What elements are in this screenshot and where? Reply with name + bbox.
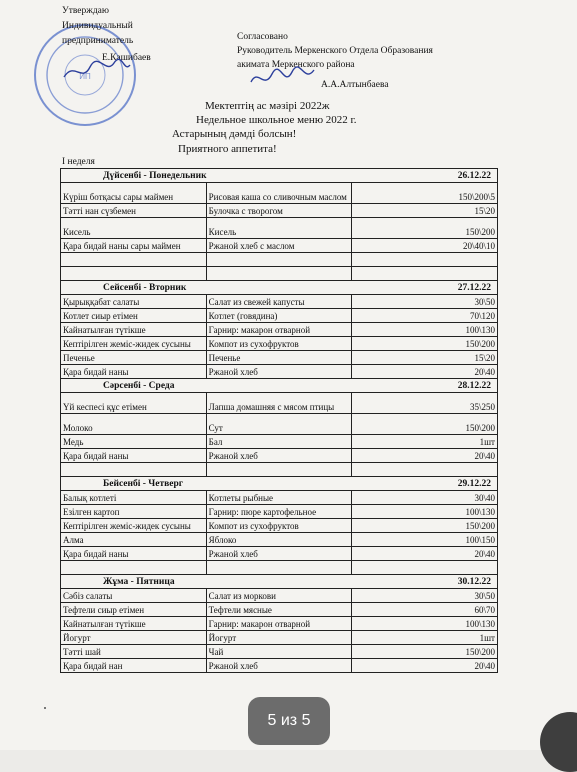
day-header-row — [61, 575, 498, 589]
menu-item-row — [61, 463, 498, 477]
portion — [352, 253, 498, 267]
portion: 15\20 — [352, 351, 498, 365]
portion: 20\40 — [352, 659, 498, 673]
dish-ru: Гарнир: макарон отварной — [206, 617, 352, 631]
dish-ru: Лапша домашняя с мясом птицы — [206, 393, 352, 414]
dish-ru: Салат из моркови — [206, 589, 352, 603]
right-signature — [248, 64, 318, 92]
dish-ru: Салат из свежей капусты — [206, 295, 352, 309]
dish-kz: Йогурт — [61, 631, 207, 645]
menu-item-row — [61, 183, 498, 204]
day-date: 27.12.22 — [457, 283, 491, 293]
dish-kz: Тефтели сиыр етімен — [61, 603, 207, 617]
dish-ru: Ржаной хлеб — [206, 449, 352, 463]
portion: 150\200\5 — [352, 183, 498, 204]
menu-item-row — [61, 631, 498, 645]
menu-item-row — [61, 645, 498, 659]
floating-action-button[interactable] — [540, 712, 577, 772]
header-right-line3: акимата Меркенского района — [237, 60, 355, 70]
menu-item-row — [61, 589, 498, 603]
portion: 150\200 — [352, 414, 498, 435]
portion: 15\20 — [352, 204, 498, 218]
dish-kz: Кайнатылған түтікше — [61, 323, 207, 337]
day-header-row — [61, 169, 498, 183]
dish-kz: Қара бидай наны сары маймен — [61, 239, 207, 253]
portion — [352, 561, 498, 575]
dish-kz — [61, 561, 207, 575]
portion: 20\40 — [352, 449, 498, 463]
portion: 100\150 — [352, 533, 498, 547]
menu-item-row — [61, 239, 498, 253]
dish-ru: Гарнир: макарон отварной — [206, 323, 352, 337]
dish-ru: Рисовая каша со сливочным маслом — [206, 183, 352, 204]
dish-ru: Тефтели мясные — [206, 603, 352, 617]
dish-ru: Компот из сухофруктов — [206, 337, 352, 351]
portion: 30\50 — [352, 589, 498, 603]
dish-kz: Печенье — [61, 351, 207, 365]
day-name: Жұма - Пятница — [103, 577, 175, 587]
portion: 100\130 — [352, 323, 498, 337]
dish-ru — [206, 561, 352, 575]
portion: 70\120 — [352, 309, 498, 323]
day-date: 26.12.22 — [457, 171, 491, 181]
menu-item-row — [61, 533, 498, 547]
dish-kz — [61, 253, 207, 267]
menu-item-row — [61, 351, 498, 365]
day-name: Дүйсенбі - Понедельник — [103, 171, 207, 181]
dish-ru: Гарнир: пюре картофельное — [206, 505, 352, 519]
menu-item-row — [61, 547, 498, 561]
dish-kz: Үй кеспесі құс етімен — [61, 393, 207, 414]
portion — [352, 463, 498, 477]
portion: 60\70 — [352, 603, 498, 617]
header-right-line2: Руководитель Меркенского Отдела Образования — [237, 46, 433, 56]
dish-ru: Кисель — [206, 218, 352, 239]
dish-ru: Сут — [206, 414, 352, 435]
portion: 1шт — [352, 435, 498, 449]
dish-ru: Ржаной хлеб — [206, 659, 352, 673]
day-name: Сейсенбі - Вторник — [103, 283, 187, 293]
dish-ru: Котлет (говядина) — [206, 309, 352, 323]
portion: 1шт — [352, 631, 498, 645]
dish-kz: Тәтті нан сүзбемен — [61, 204, 207, 218]
dish-kz: Қара бидай наны — [61, 365, 207, 379]
dish-kz — [61, 267, 207, 281]
menu-item-row — [61, 603, 498, 617]
menu-item-row — [61, 295, 498, 309]
week-label: I неделя — [62, 157, 95, 167]
dish-kz: Сәбіз салаты — [61, 589, 207, 603]
day-header-row — [61, 379, 498, 393]
day-name: Сәрсенбі - Среда — [103, 381, 175, 391]
menu-item-row — [61, 337, 498, 351]
portion: 100\130 — [352, 617, 498, 631]
menu-table — [60, 168, 498, 673]
dish-ru — [206, 463, 352, 477]
day-date: 28.12.22 — [457, 381, 491, 391]
dish-ru — [206, 267, 352, 281]
scan-speck — [44, 707, 46, 709]
portion: 20\40 — [352, 547, 498, 561]
menu-item-row — [61, 414, 498, 435]
dish-ru: Яблоко — [206, 533, 352, 547]
header-right-line1: Согласовано — [237, 32, 288, 42]
portion: 150\200 — [352, 337, 498, 351]
dish-kz: Тәтті шай — [61, 645, 207, 659]
portion: 35\250 — [352, 393, 498, 414]
dish-kz: Молоко — [61, 414, 207, 435]
menu-item-row — [61, 267, 498, 281]
dish-ru: Чай — [206, 645, 352, 659]
menu-item-row — [61, 491, 498, 505]
dish-kz: Қара бидай наны — [61, 547, 207, 561]
menu-item-row — [61, 617, 498, 631]
menu-item-row — [61, 218, 498, 239]
left-signature — [62, 55, 132, 85]
dish-kz: Қара бидай нан — [61, 659, 207, 673]
dish-ru: Котлеты рыбные — [206, 491, 352, 505]
menu-item-row — [61, 561, 498, 575]
portion — [352, 267, 498, 281]
dish-ru: Йогурт — [206, 631, 352, 645]
day-name: Бейсенбі - Четверг — [103, 479, 184, 489]
dish-kz: Медь — [61, 435, 207, 449]
dish-kz: Қырыққабат салаты — [61, 295, 207, 309]
menu-item-row — [61, 365, 498, 379]
dish-kz: Кисель — [61, 218, 207, 239]
dish-kz: Кептірілген жеміс-жидек сусыны — [61, 519, 207, 533]
portion: 150\200 — [352, 519, 498, 533]
day-date: 30.12.22 — [457, 577, 491, 587]
ru-menu-title: Недельное школьное меню 2022 г. — [196, 114, 357, 126]
portion: 20\40\10 — [352, 239, 498, 253]
header-left-line1: Утверждаю — [62, 6, 109, 16]
dish-kz: Қара бидай наны — [61, 449, 207, 463]
dish-kz: Котлет сиыр етімен — [61, 309, 207, 323]
menu-item-row — [61, 309, 498, 323]
header-right-line4: А.А.Алтынбаева — [321, 80, 389, 90]
dish-ru: Ржаной хлеб с маслом — [206, 239, 352, 253]
menu-item-row — [61, 435, 498, 449]
page-indicator: 5 из 5 — [248, 697, 330, 745]
menu-item-row — [61, 204, 498, 218]
portion: 30\50 — [352, 295, 498, 309]
dish-ru: Компот из сухофруктов — [206, 519, 352, 533]
portion: 30\40 — [352, 491, 498, 505]
header-left-line2: Индивидуальный — [62, 21, 133, 31]
menu-item-row — [61, 393, 498, 414]
dish-kz: Езілген картоп — [61, 505, 207, 519]
menu-item-row — [61, 519, 498, 533]
header-left-line3: предприниматель — [62, 36, 134, 46]
menu-item-row — [61, 253, 498, 267]
portion: 150\200 — [352, 218, 498, 239]
svg-text:ИП: ИП — [79, 72, 91, 81]
dish-kz: Кептірілген жеміс-жидек сусыны — [61, 337, 207, 351]
portion: 150\200 — [352, 645, 498, 659]
kz-wish: Астарының дәмді болсын! — [172, 128, 297, 140]
header-left-line4: Е.Кашибаев — [102, 53, 151, 63]
dish-ru: Булочка с творогом — [206, 204, 352, 218]
dish-kz: Алма — [61, 533, 207, 547]
menu-item-row — [61, 323, 498, 337]
dish-kz: Күріш ботқасы сары маймен — [61, 183, 207, 204]
dish-ru — [206, 253, 352, 267]
dish-ru: Бал — [206, 435, 352, 449]
dish-ru: Печенье — [206, 351, 352, 365]
day-header-row — [61, 281, 498, 295]
dish-kz — [61, 463, 207, 477]
kz-menu-title: Мектептің ас мәзірі 2022ж — [205, 100, 330, 112]
dish-kz: Балық котлеті — [61, 491, 207, 505]
dish-ru: Ржаной хлеб — [206, 365, 352, 379]
portion: 20\40 — [352, 365, 498, 379]
day-date: 29.12.22 — [457, 479, 491, 489]
portion: 100\130 — [352, 505, 498, 519]
day-header-row — [61, 477, 498, 491]
ru-wish: Приятного аппетита! — [178, 143, 277, 155]
menu-item-row — [61, 505, 498, 519]
menu-item-row — [61, 449, 498, 463]
menu-item-row — [61, 659, 498, 673]
dish-kz: Кайнатылған түтікше — [61, 617, 207, 631]
dish-ru: Ржаной хлеб — [206, 547, 352, 561]
